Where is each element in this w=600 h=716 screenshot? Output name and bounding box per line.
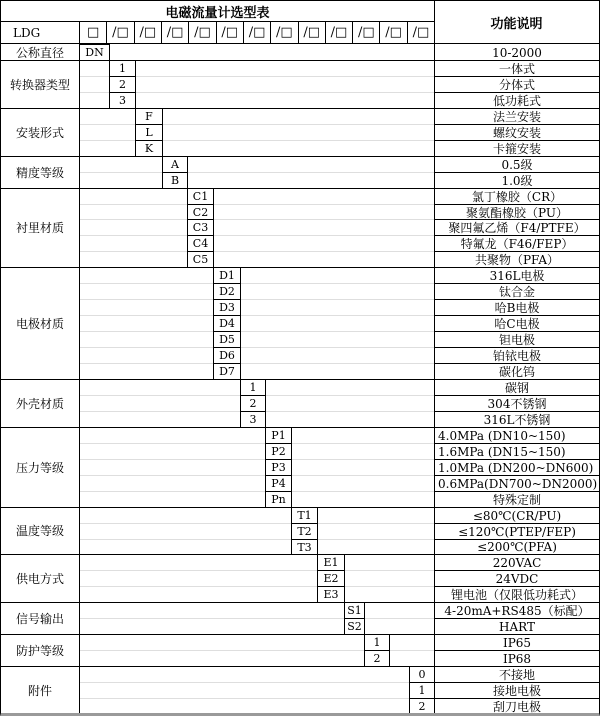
code-slot-7: /□ xyxy=(270,22,297,43)
code-cell: S1 xyxy=(344,602,365,619)
description-cell: 0.5级 xyxy=(501,158,533,172)
row-gridline xyxy=(80,491,434,492)
description-cell: 碳化钨 xyxy=(498,365,535,379)
description-cell: 特氟龙（F46/FEP） xyxy=(460,237,574,251)
section-label: 电极材质 xyxy=(15,316,64,331)
code-cell: D1 xyxy=(213,267,241,284)
code-cell: C2 xyxy=(187,204,214,220)
description-cell: 刮刀电极 xyxy=(492,700,541,714)
code-cell: C4 xyxy=(187,235,214,252)
description-cell: 卡箍安装 xyxy=(492,142,541,156)
row-gridline xyxy=(80,443,434,444)
code-cell: C5 xyxy=(187,251,214,268)
row-gridline xyxy=(80,459,434,460)
description-cell: 10-2000 xyxy=(492,45,542,60)
code-cell: P3 xyxy=(265,459,292,476)
description-cell: 316L电极 xyxy=(489,269,545,283)
code-slot-4: /□ xyxy=(188,22,215,43)
code-cell: P4 xyxy=(265,475,292,492)
row-gridline xyxy=(80,315,434,316)
description-cell: ≤80℃(CR/PU) xyxy=(472,508,562,523)
row-gridline xyxy=(80,235,434,236)
description-cell: 哈C电极 xyxy=(494,317,540,331)
description-cell: 24VDC xyxy=(495,571,539,586)
code-cell: E1 xyxy=(317,554,345,571)
code-cell: DN xyxy=(79,44,110,61)
function-column-header: 功能说明 xyxy=(434,1,599,44)
code-cell: 1 xyxy=(409,682,435,699)
description-cell: 304不锈钢 xyxy=(487,397,547,411)
code-cell: 3 xyxy=(109,92,136,109)
code-cell: K xyxy=(135,140,163,157)
description-cell: 钛合金 xyxy=(498,285,535,299)
row-gridline xyxy=(80,475,434,476)
description-cell: ≤120℃(PTEP/FEP) xyxy=(458,524,576,539)
code-slot-8: /□ xyxy=(298,22,325,43)
code-cell: D2 xyxy=(213,283,241,300)
code-slot-3: /□ xyxy=(161,22,188,43)
description-cell: 螺纹安装 xyxy=(492,126,541,140)
description-cell: 一体式 xyxy=(498,62,535,76)
code-slot-1: /□ xyxy=(106,22,133,43)
section-label: 衬里材质 xyxy=(15,221,64,235)
code-slot-11: /□ xyxy=(379,22,406,43)
code-cell: 2 xyxy=(364,650,390,667)
grid-line-function-column xyxy=(434,1,435,714)
code-slot-2: /□ xyxy=(134,22,161,43)
row-gridline xyxy=(80,347,434,348)
description-cell: 聚四氟乙烯（F4/PTFE） xyxy=(448,221,586,235)
section-label: 供电方式 xyxy=(15,571,64,586)
row-gridline xyxy=(80,204,434,205)
description-cell: 1.0级 xyxy=(501,174,533,188)
description-cell: 聚氨酯橡胶（PU） xyxy=(466,205,568,219)
code-cell: B xyxy=(162,172,188,189)
code-cell: 3 xyxy=(240,411,266,428)
row-gridline xyxy=(80,586,434,587)
section-label: 信号输出 xyxy=(15,611,64,626)
description-cell: 1.6MPa (DN15~150) xyxy=(438,444,566,459)
code-cell: 1 xyxy=(109,60,136,77)
code-cell: D7 xyxy=(213,363,241,380)
grid-line-label-column xyxy=(79,22,80,714)
description-cell: 接地电极 xyxy=(492,684,541,698)
code-cell: E2 xyxy=(317,570,345,587)
description-cell: 钽电极 xyxy=(498,333,535,347)
code-cell: S2 xyxy=(344,618,365,635)
description-cell: 哈B电极 xyxy=(494,301,540,315)
description-cell: 4-20mA+RS485（标配） xyxy=(444,604,590,618)
code-cell: L xyxy=(135,124,163,141)
code-cell: 2 xyxy=(109,76,136,93)
description-cell: IP65 xyxy=(502,635,532,650)
description-cell: HART xyxy=(499,619,535,634)
code-cell: A xyxy=(162,156,188,173)
row-gridline xyxy=(80,140,434,141)
section-label: 外壳材质 xyxy=(15,396,64,411)
code-slot-6: /□ xyxy=(243,22,270,43)
description-cell: 法兰安装 xyxy=(492,110,541,124)
code-slot-10: /□ xyxy=(352,22,379,43)
row-gridline xyxy=(80,251,434,252)
code-cell: D3 xyxy=(213,299,241,316)
model-code: LDG xyxy=(13,25,41,40)
code-cell: D5 xyxy=(213,331,241,348)
code-cell: 2 xyxy=(240,395,266,412)
description-cell: 锂电池（仅限低功耗式） xyxy=(450,588,583,602)
row-gridline xyxy=(80,299,434,300)
description-cell: 220VAC xyxy=(492,555,542,570)
description-cell: 铂铱电极 xyxy=(492,349,541,363)
description-cell: 碳钢 xyxy=(504,381,529,395)
code-slot-9: /□ xyxy=(325,22,352,43)
section-label: 附件 xyxy=(27,683,52,698)
code-cell: E3 xyxy=(317,586,345,603)
description-cell: 氯丁橡胶（CR） xyxy=(471,190,563,204)
row-gridline xyxy=(80,570,434,571)
code-cell: C1 xyxy=(187,188,214,205)
section-label: 公称直径 xyxy=(15,45,64,60)
description-cell: 不接地 xyxy=(498,668,535,682)
description-cell: 分体式 xyxy=(498,78,535,92)
row-gridline xyxy=(80,682,434,683)
row-gridline xyxy=(80,219,434,220)
row-gridline xyxy=(80,124,434,125)
code-cell: C3 xyxy=(187,219,214,236)
code-cell: 1 xyxy=(240,379,266,396)
section-label: 安装形式 xyxy=(15,125,64,140)
code-cell: 0 xyxy=(409,666,435,683)
code-slot-0: □ xyxy=(79,22,106,43)
row-gridline xyxy=(80,283,434,284)
description-cell: 特殊定制 xyxy=(492,493,541,507)
code-cell: T2 xyxy=(291,523,318,540)
code-slot-12: /□ xyxy=(407,22,434,43)
code-cell: P1 xyxy=(265,427,292,444)
section-label: 精度等级 xyxy=(15,165,64,180)
row-gridline xyxy=(80,698,434,699)
row-gridline xyxy=(80,539,434,540)
code-cell: F xyxy=(135,108,163,125)
row-gridline xyxy=(80,331,434,332)
row-gridline xyxy=(80,172,434,173)
section-label: 防护等级 xyxy=(15,643,64,658)
code-slots xyxy=(79,22,434,43)
description-cell: 316L不锈钢 xyxy=(483,413,551,427)
section-label: 转换器类型 xyxy=(9,77,70,92)
code-cell: T3 xyxy=(291,539,318,555)
description-cell: 1.0MPa (DN200~DN600) xyxy=(438,460,594,475)
code-slot-5: /□ xyxy=(216,22,243,43)
code-cell: Pn xyxy=(265,491,292,508)
section-label: 压力等级 xyxy=(15,460,64,475)
code-cell: P2 xyxy=(265,443,292,460)
code-cell: D6 xyxy=(213,347,241,364)
description-cell: ≤200℃(PFA) xyxy=(477,540,557,554)
table-title: 电磁流量计选型表 xyxy=(1,1,434,22)
description-cell: IP68 xyxy=(502,651,532,666)
code-cell: 1 xyxy=(364,634,390,651)
code-cell: 2 xyxy=(409,698,435,715)
row-gridline xyxy=(80,363,434,364)
section-label: 温度等级 xyxy=(15,524,64,538)
row-gridline xyxy=(80,618,434,619)
code-cell: D4 xyxy=(213,315,241,332)
description-cell: 共聚物（PFA） xyxy=(474,253,560,267)
model-code-row xyxy=(1,22,434,44)
description-cell: 4.0MPa (DN10~150) xyxy=(438,428,566,443)
description-cell: 0.6MPa(DN700~DN2000) xyxy=(438,476,598,491)
code-cell: T1 xyxy=(291,507,318,524)
description-cell: 低功耗式 xyxy=(492,94,541,108)
row-gridline xyxy=(80,523,434,524)
